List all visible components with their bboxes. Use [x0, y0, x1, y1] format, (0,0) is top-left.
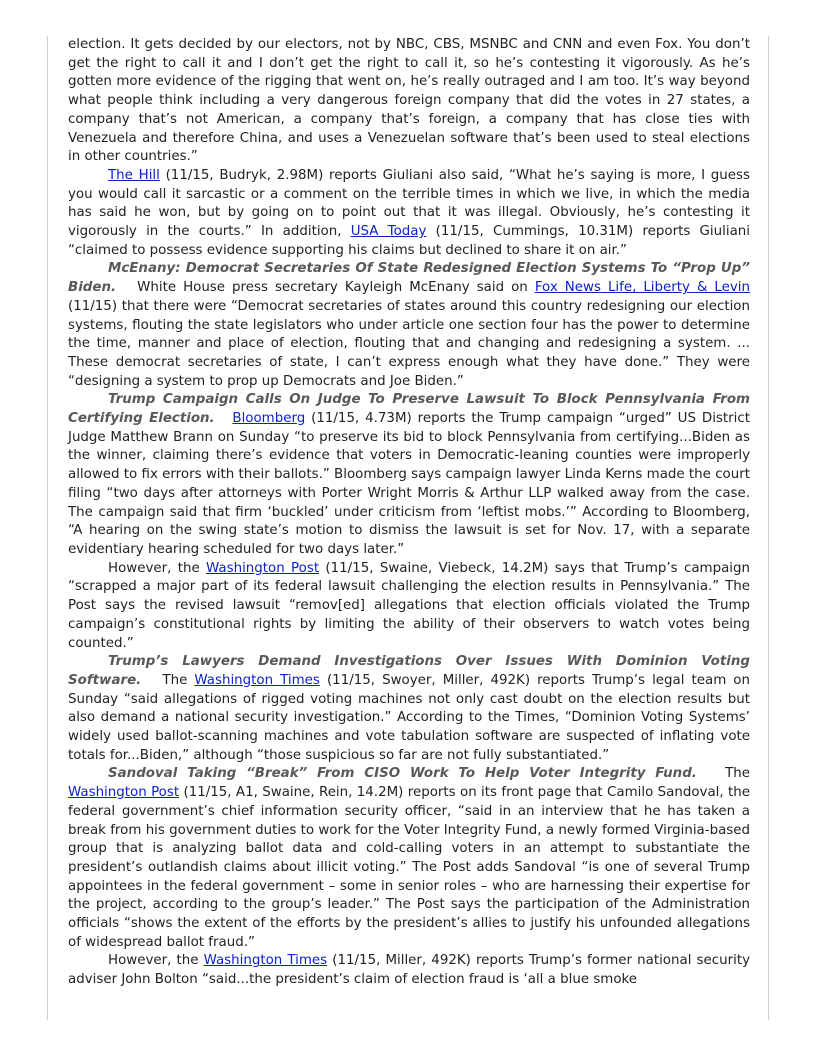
- paragraph-text: (11/15, Swaine, Viebeck, 14.2M) says that Trump’s campaign “scrapped a major part of its federal lawsuit challenging the election results in Pennsylvania.” The Post says the revised lawsuit “remov[ed] allegations that election officials violated the Trump campaign’s constitutional rights by limiting the ability of their observers to watch votes being counted.”: [68, 560, 750, 651]
- paragraph-giuliani-quote: [68, 36, 750, 167]
- story-headline: Sandoval Taking “Break” From CISO Work To Help Voter Integrity Fund.: [108, 766, 697, 782]
- link-washington-post[interactable]: Washington Post: [206, 560, 320, 576]
- paragraph-bolton: [68, 952, 750, 989]
- paragraph-text: However, the: [108, 560, 207, 576]
- link-washington-times[interactable]: Washington Times: [194, 672, 320, 688]
- article-body: [68, 36, 755, 990]
- paragraph-text: White House press secretary Kayleigh McEnany said on: [116, 280, 535, 296]
- paragraph-sandoval: [68, 765, 755, 952]
- link-washington-post[interactable]: Washington Post: [68, 785, 180, 801]
- paragraph-text: (11/15, Swoyer, Miller, 492K) reports Trump’s legal team on Sunday “said allegations of rigged voting machines not only cast doubt on the election results but also demand a national security investigation.” According to the Times, “Dominion Voting Systems’ widely used ballot-scanning machines and vote tabulation software are suspected of inflating vote totals for...Biden,” although “those suspicious so far are not fully substantiated.”: [68, 672, 750, 763]
- story-headline: Trump’s Lawyers Demand Investigations Over Issues With Dominion Voting Software.: [68, 654, 750, 688]
- paragraph-trump-campaign-lawsuit: [68, 391, 750, 559]
- link-the-hill[interactable]: The Hill: [108, 167, 160, 183]
- link-fox-news-life-liberty-levin[interactable]: Fox News Life, Liberty & Levin: [534, 280, 750, 296]
- right-margin-rule: [768, 36, 769, 1020]
- link-washington-times[interactable]: Washington Times: [203, 953, 328, 969]
- paragraph-text: However, the: [108, 953, 204, 969]
- paragraph-text: (11/15, A1, Swaine, Rein, 14.2M) reports on its front page that Camilo Sandoval, the federal government’s chief information security officer, “said in an interview that he has taken a break from his government duties to work for the Voter Integrity Fund, a newly formed Virginia-based group that is analyzing ballot data and cold-calling voters in an attempt to substantiate the president’s outlandish claims about illicit voting.” The Post adds Sandoval “is one of several Trump appointees in the federal government – some in senior roles – who are harnessing their expertise for the project, according to the group’s leader.” The Post says the participation of the Administration officials “shows the extent of the efforts by the president’s allies to justify his unfounded allegations of widespread ballot fraud.”: [68, 785, 750, 950]
- paragraph-text: (11/15, Miller, 492K) reports Trump’s former national security adviser John Bolton “said...the president’s claim of election fraud is ‘all a blue smoke: [68, 953, 750, 988]
- paragraph-text: [215, 411, 233, 426]
- paragraph-mcenany: [68, 260, 750, 391]
- paragraph-text: The: [141, 672, 195, 688]
- paragraph-dominion: [68, 653, 750, 765]
- paragraph-text: election. It gets decided by our electors, not by NBC, CBS, MSNBC and CNN and even Fox. You don’t get the right to call it and I don’t get the right to call it, so he’s contesting it vigorously. As he’s gotten more evidence of the rigging that went on, he’s really outraged and I am too. It’s way beyond what people think including a very dangerous foreign company that did the votes in 27 states, a company that’s not American, a company that’s foreign, a company that has close ties with Venezuela and therefore China, and uses a Venezuelan software that’s been used to steal elections in other countries.”: [68, 37, 750, 165]
- paragraph-washington-post-lawsuit: [68, 560, 750, 654]
- paragraph-text: (11/15) that there were “Democrat secretaries of states around this country redesigning our election systems, flouting the state legislators who under article one section four has the power to determine the time, manner and place of election, flouting that and changing and redesigning a system. ... These democrat secretaries of state, I can’t express enough what they have done.” They were “designing a system to prop up Democrats and Joe Biden.”: [68, 298, 750, 389]
- paragraph-text: (11/15, 4.73M) reports the Trump campaign “urged” US District Judge Matthew Brann on Sunday “to preserve its bid to block Pennsylvania from certifying...Biden as the winner, claiming there’s evidence that voters in Democratic-leaning counties were improperly allowed to fix errors with their ballots.” Bloomberg says campaign lawyer Linda Kerns made the court filing “two days after attorneys with Porter Wright Morris & Arthur LLP walked away from the case. The campaign said that firm ‘buckled’ under criticism from ‘leftist mobs.’” According to Bloomberg, “A hearing on the swing state’s motion to dismiss the lawsuit is set for Nov. 17, with a separate evidentiary hearing scheduled for two days later.”: [68, 411, 750, 557]
- link-usa-today[interactable]: USA Today: [350, 224, 427, 240]
- link-bloomberg[interactable]: Bloomberg: [232, 411, 306, 427]
- paragraph-text: (11/15, Budryk, 2.98M) reports Giuliani also said, “What he’s saying is more, I guess you would call it sarcastic or a comment on the terrible times in which we live, in which the media has said he won, but by going on to point out that it was illegal. Obviously, he’s contesting it vigorously in the courts.” In addition,: [68, 167, 750, 240]
- story-headline: Trump Campaign Calls On Judge To Preserve Lawsuit To Block Pennsylvania From Certifying Election.: [68, 392, 750, 427]
- story-headline: McEnany: Democrat Secretaries Of State Redesigned Election Systems To “Prop Up” Biden.: [68, 261, 750, 296]
- left-margin-rule: [47, 36, 48, 1020]
- paragraph-text: (11/15, Cummings, 10.31M) reports Giuliani “claimed to possess evidence supporting his claims but declined to share it on air.”: [68, 224, 750, 258]
- paragraph-text: The: [696, 766, 755, 782]
- paragraph-the-hill: [68, 167, 750, 261]
